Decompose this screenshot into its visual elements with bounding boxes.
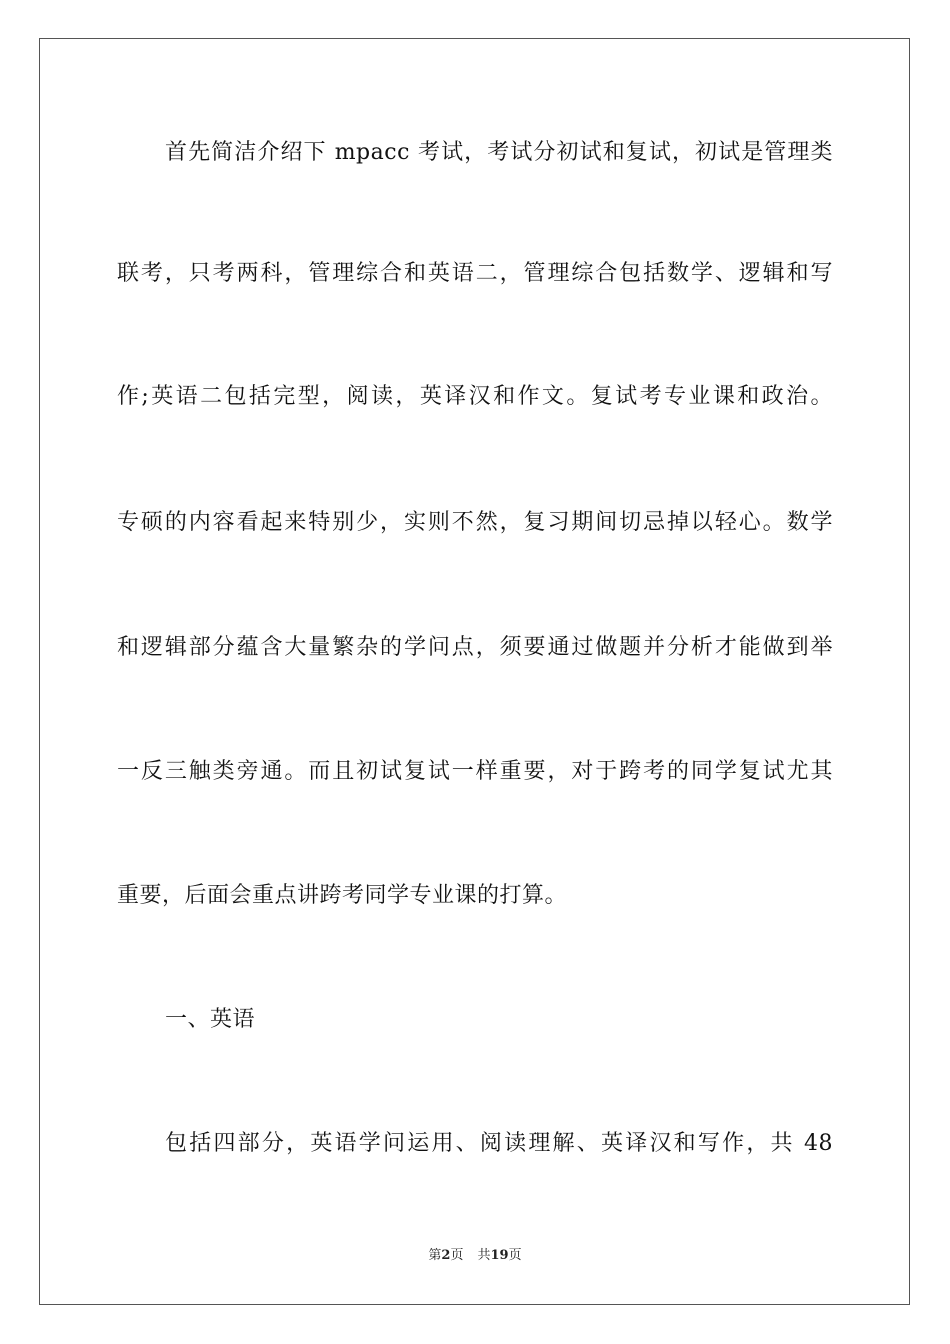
- paragraph-line-3: 作;英语二包括完型，阅读，英译汉和作文。复试考专业课和政治。: [117, 384, 833, 409]
- footer-total-prefix: 共: [477, 1248, 491, 1263]
- footer-page-suffix: 页: [450, 1248, 464, 1263]
- section-heading: 一、英语: [165, 1007, 256, 1032]
- footer-page-current: 2: [441, 1248, 451, 1263]
- page-footer: [0, 1248, 950, 1264]
- paragraph-line-2: 联考，只考两科，管理综合和英语二，管理综合包括数学、逻辑和写: [117, 261, 833, 286]
- paragraph-line-8: 包括四部分，英语学问运用、阅读理解、英译汉和写作，共 48: [165, 1131, 833, 1156]
- footer-page-prefix: 第: [428, 1248, 442, 1263]
- paragraph-line-7: 重要，后面会重点讲跨考同学专业课的打算。: [117, 883, 568, 908]
- paragraph-line-6: 一反三触类旁通。而且初试复试一样重要，对于跨考的同学复试尤其: [117, 759, 833, 784]
- paragraph-line-4: 专硕的内容看起来特别少，实则不然，复习期间切忌掉以轻心。数学: [117, 510, 833, 535]
- footer-page-total: 19: [490, 1248, 509, 1263]
- footer-total-suffix: 页: [508, 1248, 522, 1263]
- page-frame: [39, 38, 910, 1305]
- paragraph-line-5: 和逻辑部分蕴含大量繁杂的学问点，须要通过做题并分析才能做到举: [117, 635, 833, 660]
- paragraph-line-1: 首先简洁介绍下 mpacc 考试，考试分初试和复试，初试是管理类: [165, 140, 833, 165]
